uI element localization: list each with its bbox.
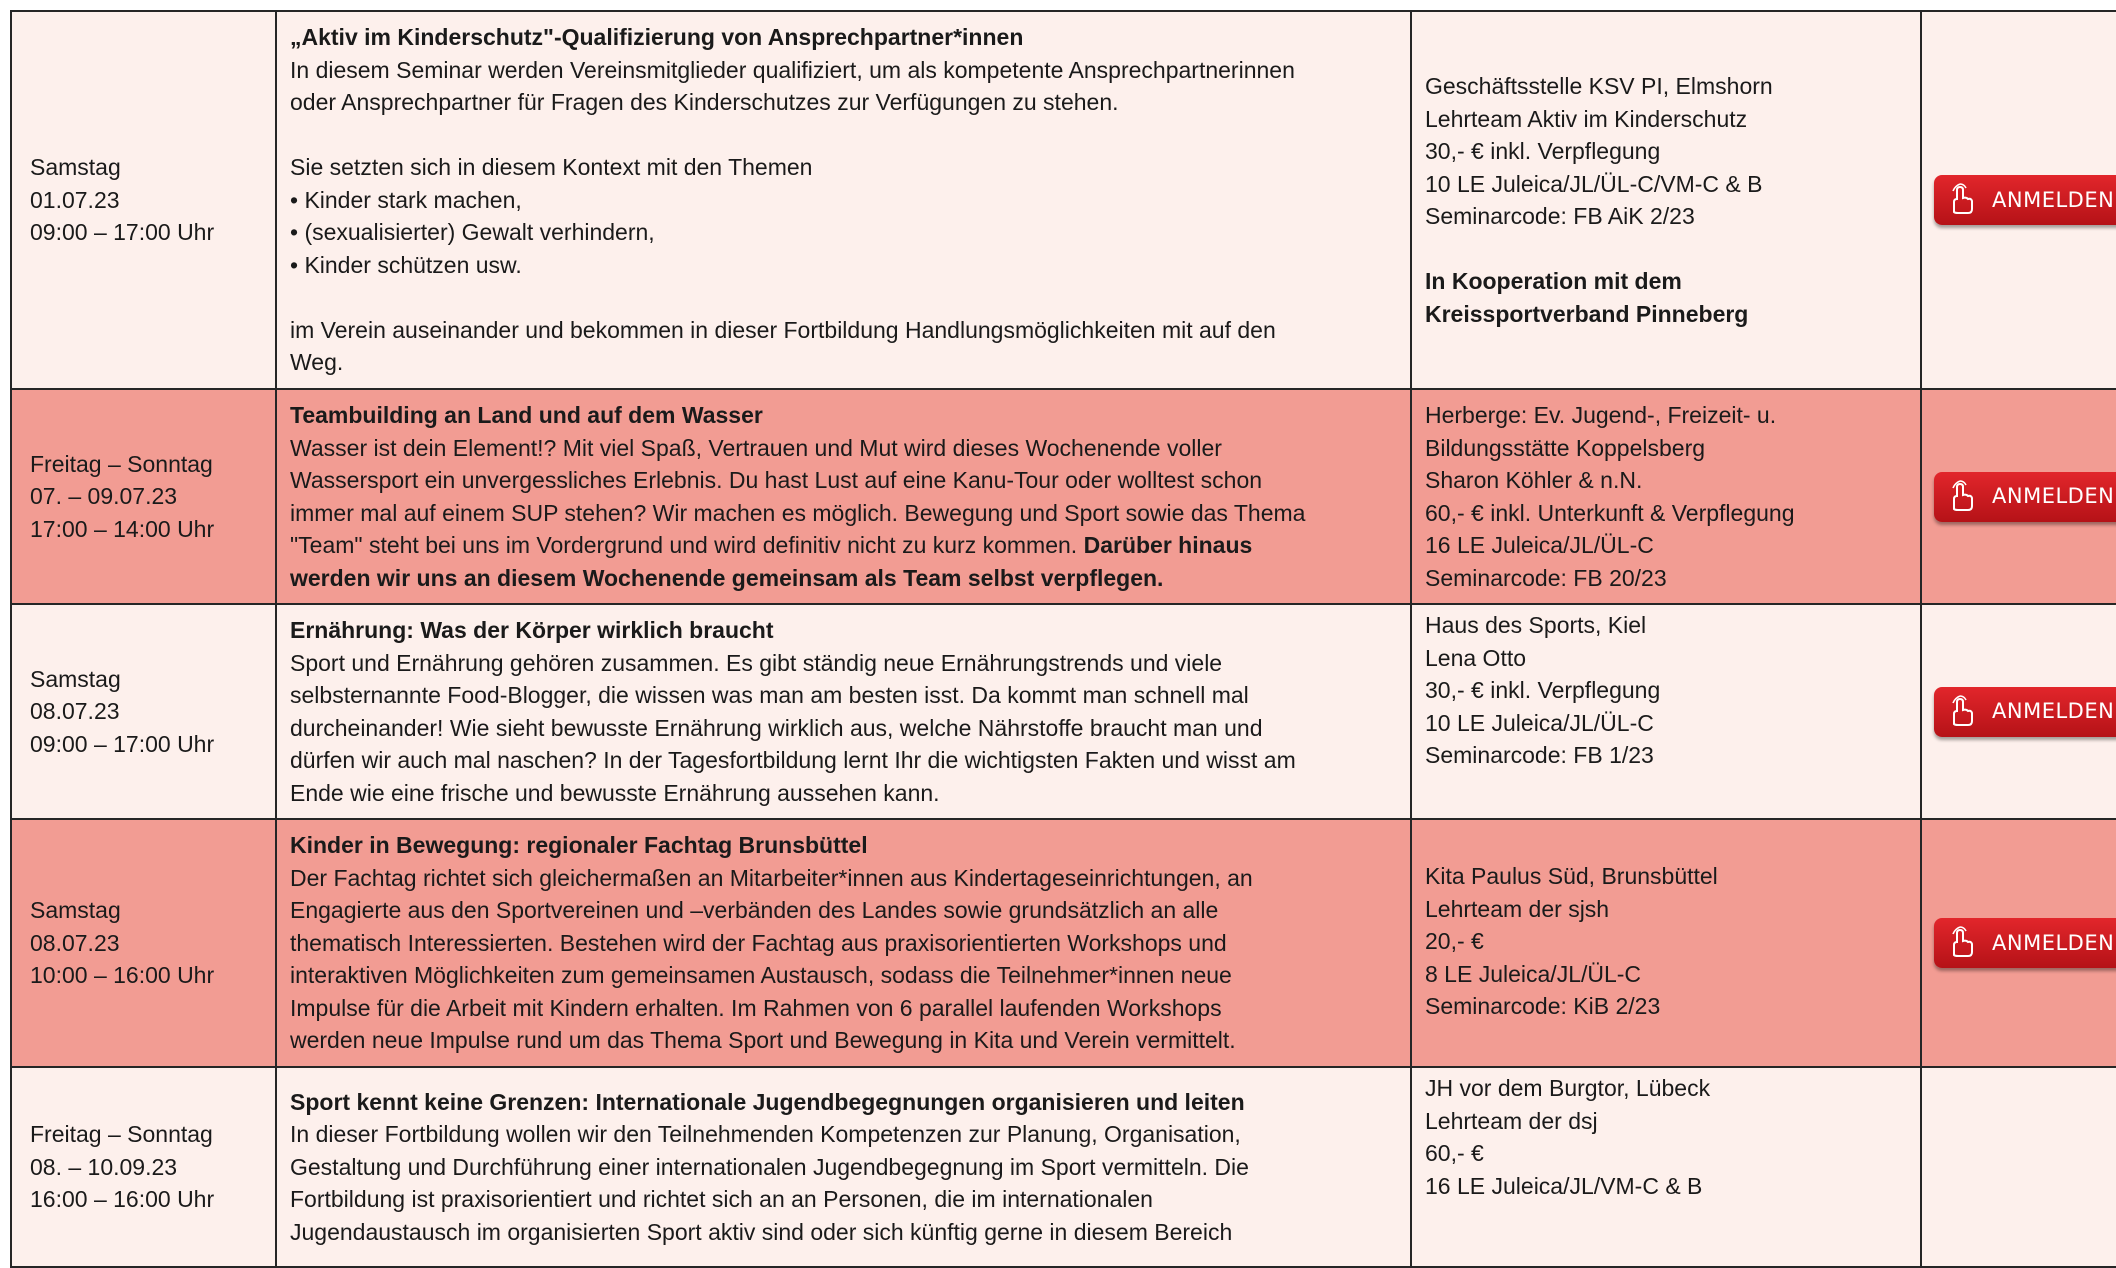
event-weekday: Freitag – Sonntag xyxy=(30,1121,213,1148)
event-desc-line: Weg. xyxy=(290,349,344,376)
event-desc-line xyxy=(290,529,1398,562)
event-team: Lehrteam der sjsh xyxy=(1425,895,1610,922)
event-description-cell xyxy=(276,389,1411,604)
event-desc-line: Sport und Ernährung gehören zusammen. Es gibt ständig neue Ernährungstrends und viele xyxy=(290,649,1223,676)
event-desc-line: Ende wie eine frische und bewusste Ernährung aussehen kann. xyxy=(290,779,940,806)
event-desc-line: werden neue Impulse rund um das Thema Sport und Bewegung in Kita und Verein vermittelt. xyxy=(290,1027,1236,1054)
event-action-cell xyxy=(1921,11,2116,389)
event-location: Haus des Sports, Kiel xyxy=(1425,612,1647,638)
events-table xyxy=(10,10,2116,1268)
event-row xyxy=(11,389,2116,604)
event-location: Kita Paulus Süd, Brunsbüttel xyxy=(1425,863,1718,889)
event-action-cell xyxy=(1921,819,2116,1067)
event-desc-line: Impulse für die Arbeit mit Kindern erhalten. Im Rahmen von 6 parallel laufenden Workshops xyxy=(290,994,1222,1021)
event-title: Kinder in Bewegung: regionaler Fachtag Brunsbüttel xyxy=(290,832,868,859)
register-button[interactable] xyxy=(1934,472,2116,522)
register-button[interactable] xyxy=(1934,918,2116,968)
event-location: Herberge: Ev. Jugend-, Freizeit- u. xyxy=(1425,402,1777,428)
event-team: Sharon Köhler & n.N. xyxy=(1425,467,1643,493)
event-desc-line: • (sexualisierter) Gewalt verhindern, xyxy=(290,219,655,246)
event-seminar-code: Seminarcode: FB AiK 2/23 xyxy=(1425,203,1695,229)
event-info-cell xyxy=(1411,1067,1921,1267)
event-description-cell xyxy=(276,819,1411,1067)
event-date: 08. – 10.09.23 xyxy=(30,1153,178,1180)
event-desc-text: "Team" steht bei uns im Vordergrund und wird definitiv nicht zu kurz kommen. xyxy=(290,532,1084,558)
event-desc-line: Engagierte aus den Sportvereinen und –verbänden des Landes sowie grundsätzlich an alle xyxy=(290,897,1219,924)
event-time: 10:00 – 16:00 Uhr xyxy=(30,962,215,989)
event-desc-line: Sie setzten sich in diesem Kontext mit den Themen xyxy=(290,154,813,181)
event-description-cell xyxy=(276,1067,1411,1267)
event-description-cell xyxy=(276,11,1411,389)
event-date-cell xyxy=(11,819,276,1067)
event-info-cell xyxy=(1411,819,1921,1067)
event-desc-line: Der Fachtag richtet sich gleichermaßen an Mitarbeiter*innen aus Kindertageseinrichtungen, an xyxy=(290,864,1253,891)
event-credits: 16 LE Juleica/JL/VM-C & B xyxy=(1425,1172,1703,1199)
event-location: Geschäftsstelle KSV PI, Elmshorn xyxy=(1425,73,1773,99)
event-credits: 10 LE Juleica/JL/ÜL-C/VM-C & B xyxy=(1425,170,1763,197)
event-team: Lehrteam der dsj xyxy=(1425,1107,1598,1134)
event-desc-line: Jugendaustausch im organisierten Sport aktiv sind oder sich künftig gerne in diesem Bereich xyxy=(290,1218,1233,1245)
event-weekday: Freitag – Sonntag xyxy=(30,450,213,477)
event-date-cell xyxy=(11,389,276,604)
event-time: 09:00 – 17:00 Uhr xyxy=(30,730,215,757)
event-credits: 16 LE Juleica/JL/ÜL-C xyxy=(1425,532,1654,558)
hand-pointer-icon xyxy=(1944,694,1980,730)
event-action-cell xyxy=(1921,389,2116,604)
event-price: 20,- € xyxy=(1425,928,1484,954)
event-date: 08.07.23 xyxy=(30,698,120,725)
event-desc-line: interaktiven Möglichkeiten zum gemeinsamen Austausch, sodass die Teilnehmer*innen neue xyxy=(290,962,1232,989)
event-title: Teambuilding an Land und auf dem Wasser xyxy=(290,402,763,428)
event-desc-line: Gestaltung und Durchführung einer internationalen Jugendbegegnung im Sport vermitteln. Die xyxy=(290,1153,1249,1180)
event-price: 60,- € inkl. Unterkunft & Verpflegung xyxy=(1425,499,1795,526)
event-desc-line: immer mal auf einem SUP stehen? Wir machen es möglich. Bewegung und Sport sowie das Thema xyxy=(290,499,1306,526)
event-price: 60,- € xyxy=(1425,1140,1484,1166)
event-location: JH vor dem Burgtor, Lübeck xyxy=(1425,1075,1711,1101)
register-button[interactable] xyxy=(1934,175,2116,225)
event-weekday: Samstag xyxy=(30,665,121,692)
hand-pointer-icon xyxy=(1944,479,1980,515)
event-action-cell xyxy=(1921,1067,2116,1267)
event-date: 08.07.23 xyxy=(30,929,120,956)
event-date-cell xyxy=(11,11,276,389)
event-row xyxy=(11,1067,2116,1267)
event-seminar-code: Seminarcode: KiB 2/23 xyxy=(1425,993,1661,1019)
event-desc-line: Wasser ist dein Element!? Mit viel Spaß, Vertrauen und Mut wird dieses Wochenende voller xyxy=(290,434,1222,461)
event-credits: 8 LE Juleica/JL/ÜL-C xyxy=(1425,960,1642,987)
event-date-cell xyxy=(11,604,276,819)
event-desc-line: Fortbildung ist praxisorientiert und richtet sich an an Personen, die im internationalen xyxy=(290,1186,1153,1213)
event-date-cell xyxy=(11,1067,276,1267)
event-team: Lehrteam Aktiv im Kinderschutz xyxy=(1425,105,1748,132)
register-button-label: ANMELDEN xyxy=(1992,930,2115,955)
hand-pointer-icon xyxy=(1944,925,1980,961)
event-desc-line: In dieser Fortbildung wollen wir den Teilnehmenden Kompetenzen zur Planung, Organisation, xyxy=(290,1121,1241,1148)
event-desc-line: thematisch Interessierten. Bestehen wird der Fachtag aus praxisorientierten Workshops und xyxy=(290,929,1227,956)
event-desc-line: • Kinder schützen usw. xyxy=(290,251,522,278)
event-info-cell xyxy=(1411,389,1921,604)
event-desc-line: Wassersport ein unvergessliches Erlebnis. Du hast Lust auf eine Kanu-Tour oder wolltest schon xyxy=(290,467,1263,493)
event-cooperation: Kreissportverband Pinneberg xyxy=(1425,300,1749,327)
event-desc-bold: Darüber hinaus xyxy=(1083,532,1253,558)
event-action-cell xyxy=(1921,604,2116,819)
event-desc-line: dürfen wir auch mal naschen? In der Tagesfortbildung lernt Ihr die wichtigsten Fakten und wisst am xyxy=(290,747,1296,773)
event-desc-line: • Kinder stark machen, xyxy=(290,186,522,213)
event-location: Bildungsstätte Koppelsberg xyxy=(1425,434,1706,461)
event-row xyxy=(11,604,2116,819)
event-title: Ernährung: Was der Körper wirklich braucht xyxy=(290,617,774,643)
event-weekday: Samstag xyxy=(30,897,121,924)
event-credits: 10 LE Juleica/JL/ÜL-C xyxy=(1425,709,1654,736)
register-button[interactable] xyxy=(1934,687,2116,737)
event-description-cell xyxy=(276,604,1411,819)
event-time: 09:00 – 17:00 Uhr xyxy=(30,219,215,246)
event-date: 07. – 09.07.23 xyxy=(30,483,178,510)
event-info-cell xyxy=(1411,604,1921,819)
event-row xyxy=(11,11,2116,389)
event-time: 17:00 – 14:00 Uhr xyxy=(30,515,215,542)
event-desc-bold-line: werden wir uns an diesem Wochenende gemeinsam als Team selbst verpflegen. xyxy=(290,564,1164,591)
event-info-cell xyxy=(1411,11,1921,389)
event-price: 30,- € inkl. Verpflegung xyxy=(1425,138,1661,164)
event-row xyxy=(11,819,2116,1067)
event-desc-line: selbsternannte Food-Blogger, die wissen was man am besten isst. Da kommt man schnell mal xyxy=(290,682,1249,708)
event-title: Sport kennt keine Grenzen: Internationale Jugendbegegnungen organisieren und leiten xyxy=(290,1088,1245,1115)
register-button-label: ANMELDEN xyxy=(1992,187,2115,212)
event-weekday: Samstag xyxy=(30,154,121,181)
event-price: 30,- € inkl. Verpflegung xyxy=(1425,677,1661,703)
event-desc-line: im Verein auseinander und bekommen in dieser Fortbildung Handlungsmöglichkeiten mit auf den xyxy=(290,316,1276,343)
event-desc-line: oder Ansprechpartner für Fragen des Kinderschutzes zur Verfügungen zu stehen. xyxy=(290,89,1119,116)
hand-pointer-icon xyxy=(1944,182,1980,218)
event-team: Lena Otto xyxy=(1425,644,1527,671)
register-button-label: ANMELDEN xyxy=(1992,484,2115,509)
event-seminar-code: Seminarcode: FB 1/23 xyxy=(1425,742,1654,768)
event-seminar-code: Seminarcode: FB 20/23 xyxy=(1425,564,1667,591)
event-time: 16:00 – 16:00 Uhr xyxy=(30,1186,215,1213)
event-cooperation: In Kooperation mit dem xyxy=(1425,268,1682,294)
event-desc-line: durcheinander! Wie sieht bewusste Ernährung wirklich aus, welche Nährstoffe braucht man und xyxy=(290,714,1263,741)
event-date: 01.07.23 xyxy=(30,186,120,213)
event-desc-line: In diesem Seminar werden Vereinsmitglieder qualifiziert, um als kompetente Ansprechpartnerinnen xyxy=(290,56,1295,83)
register-button-label: ANMELDEN xyxy=(1992,699,2115,724)
event-title: „Aktiv im Kinderschutz"-Qualifizierung von Ansprechpartner*innen xyxy=(290,24,1024,51)
